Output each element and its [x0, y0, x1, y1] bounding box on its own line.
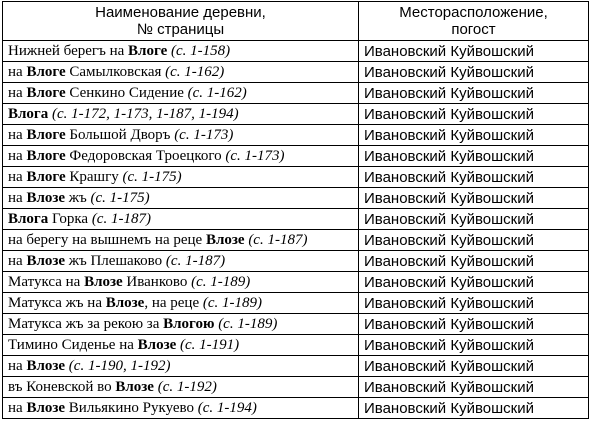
village-name-text: на [8, 127, 27, 143]
parish-cell: Ивановский Куйвошский [359, 251, 589, 272]
village-name-text: Нижней берегъ на [8, 43, 129, 59]
page-reference: (с. 1-187) [165, 253, 226, 269]
header-location-line1: Месторасположение, [399, 4, 548, 21]
header-village-line2: № страницы [136, 21, 225, 38]
page-reference: (с. 1-194) [197, 400, 257, 416]
village-name-text: на [8, 148, 27, 164]
village-name-cell [3, 167, 359, 188]
village-name-text: Матукса жъ на [8, 295, 106, 311]
table-row [3, 251, 589, 272]
table-row [3, 167, 589, 188]
river-name: Влозе [115, 379, 154, 395]
village-name-text: на берегу на вышнемъ на реце [8, 232, 206, 248]
river-name: Влозе [84, 274, 123, 290]
village-name-text: , на реце [144, 295, 203, 311]
village-name-cell [3, 272, 359, 293]
river-name: Влозе [105, 295, 145, 311]
table-row [3, 314, 589, 335]
parish-cell: Ивановский Куйвошский [359, 41, 589, 62]
village-name-cell [3, 356, 359, 377]
village-name-text: Матукса на [8, 274, 85, 290]
table-body [3, 41, 589, 419]
parish-cell: Ивановский Куйвошский [359, 125, 589, 146]
river-name: Влога [8, 106, 49, 122]
table-header-row [3, 2, 589, 41]
page-reference: (с. 1-189) [214, 316, 278, 332]
river-name: Влога [8, 211, 49, 227]
village-name-text: Самылковская [65, 64, 166, 80]
page-reference: (с. 1-173) [174, 127, 234, 143]
parish-cell: Ивановский Куйвошский [359, 377, 589, 398]
village-name-cell [3, 146, 359, 167]
table-row [3, 125, 589, 146]
page-reference: (с. 1-158) [167, 43, 231, 59]
river-name: Влозе [26, 400, 66, 416]
parish-cell: Ивановский Куйвошский [359, 356, 589, 377]
parish-cell: Ивановский Куйвошский [359, 188, 589, 209]
river-name: Влоге [26, 148, 66, 164]
village-name-text: Сенкино Сидение [65, 85, 188, 101]
river-name: Влозе [137, 337, 177, 353]
column-header-village [3, 2, 359, 41]
page-reference: (с. 1-162) [187, 85, 247, 101]
village-name-cell [3, 251, 359, 272]
village-name-text: на [8, 358, 27, 374]
page-reference: (с. 1-189) [191, 274, 251, 290]
village-name-text: на [8, 64, 27, 80]
village-name-cell [3, 314, 359, 335]
parish-cell: Ивановский Куйвошский [359, 293, 589, 314]
river-name: Влозе [26, 190, 66, 206]
village-name-cell [3, 104, 359, 125]
header-village-line1: Наименование деревни, [95, 4, 266, 21]
village-name-text: на [8, 169, 27, 185]
page-reference: (с. 1-189) [202, 295, 263, 311]
village-name-text: Крашгу [65, 169, 123, 185]
table-row [3, 62, 589, 83]
parish-cell: Ивановский Куйвошский [359, 83, 589, 104]
table-row [3, 272, 589, 293]
table-row [3, 377, 589, 398]
table-row [3, 209, 589, 230]
village-name-cell [3, 398, 359, 419]
village-name-text: Вильякино Рукуево [65, 400, 198, 416]
village-name-text: на [8, 253, 27, 269]
village-name-text: Матукса жъ за рекою за [8, 316, 164, 332]
village-name-text: Горка [48, 211, 92, 227]
village-name-cell [3, 83, 359, 104]
parish-cell: Ивановский Куйвошский [359, 230, 589, 251]
parish-cell: Ивановский Куйвошский [359, 146, 589, 167]
village-name-text: жъ Плешаково [65, 253, 166, 269]
parish-cell: Ивановский Куйвошский [359, 314, 589, 335]
village-name-text: Тимино Сиденье на [8, 337, 138, 353]
page-reference: (с. 1-190, 1-192) [65, 358, 171, 374]
village-name-text: Федоровская Троецкого [65, 148, 226, 164]
header-location-line2: погост [451, 21, 496, 38]
table-row [3, 398, 589, 419]
table-row [3, 83, 589, 104]
village-name-cell [3, 335, 359, 356]
page-reference: (с. 1-187) [91, 211, 151, 227]
village-name-cell [3, 188, 359, 209]
table-row [3, 41, 589, 62]
parish-cell: Ивановский Куйвошский [359, 62, 589, 83]
page-reference: (с. 1-175) [122, 169, 182, 185]
table-row [3, 335, 589, 356]
parish-cell: Ивановский Куйвошский [359, 104, 589, 125]
village-name-cell [3, 41, 359, 62]
parish-cell: Ивановский Куйвошский [359, 209, 589, 230]
river-name: Влогою [163, 316, 215, 332]
parish-cell: Ивановский Куйвошский [359, 167, 589, 188]
village-name-text: на [8, 85, 27, 101]
page-reference: (с. 1-191) [176, 337, 240, 353]
village-name-text: Иванково [122, 274, 192, 290]
village-name-cell [3, 125, 359, 146]
parish-cell: Ивановский Куйвошский [359, 335, 589, 356]
parish-cell: Ивановский Куйвошский [359, 398, 589, 419]
table-row [3, 356, 589, 377]
villages-table [2, 1, 589, 419]
village-name-cell [3, 209, 359, 230]
village-name-cell [3, 230, 359, 251]
table-row [3, 188, 589, 209]
table-row [3, 293, 589, 314]
parish-cell: Ивановский Куйвошский [359, 272, 589, 293]
column-header-location [359, 2, 589, 41]
village-name-cell [3, 62, 359, 83]
table-row [3, 146, 589, 167]
river-name: Влозе [205, 232, 245, 248]
village-name-text: въ Коневской во [8, 379, 116, 395]
page-reference: (с. 1-187) [248, 232, 308, 248]
village-name-text: на [8, 190, 27, 206]
river-name: Влоге [128, 43, 168, 59]
page-reference: (с. 1-162) [165, 64, 225, 80]
river-name: Влозе [26, 253, 66, 269]
river-name: Влоге [26, 169, 66, 185]
village-name-text: Большой Дворъ [65, 127, 175, 143]
river-name: Влоге [26, 64, 66, 80]
river-name: Влоге [26, 85, 66, 101]
page-reference: (с. 1-175) [90, 190, 150, 206]
page-reference: (с. 1-173) [225, 148, 285, 164]
river-name: Влозе [26, 358, 66, 374]
village-name-text: жъ [65, 190, 91, 206]
river-name: Влоге [26, 127, 66, 143]
table-row [3, 104, 589, 125]
village-name-text: на [8, 400, 27, 416]
village-name-cell [3, 293, 359, 314]
village-name-cell [3, 377, 359, 398]
page-reference: (с. 1-192) [153, 379, 217, 395]
page-reference: (с. 1-172, 1-173, 1-187, 1-194) [48, 106, 239, 122]
table-row [3, 230, 589, 251]
